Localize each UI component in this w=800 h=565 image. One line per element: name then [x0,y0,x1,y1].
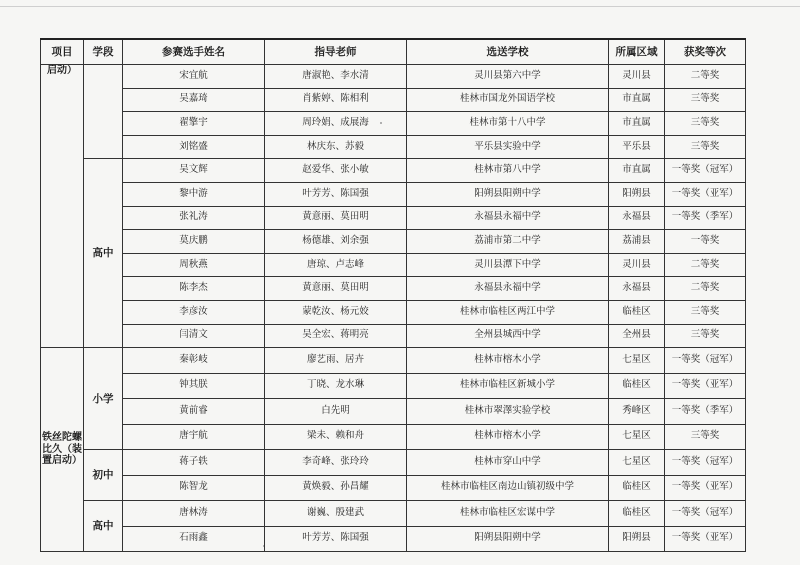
area-name: 临桂区 [609,373,665,399]
table-row [41,65,746,89]
contestant-name: 张礼涛 [123,206,265,230]
header-project: 项目 [41,39,84,65]
award-level: 一等奖（冠军） [665,348,746,374]
teacher-name: 肖紫婷、陈相利 [265,88,407,112]
school-name: 桂林市穿山中学 [407,450,609,476]
school-name: 桂林市榕木小学 [407,424,609,450]
area-name: 七星区 [609,348,665,374]
teacher-name: 周玲娟、成展海 [265,112,407,136]
school-name: 全州县城西中学 [407,324,609,348]
school-name: 永福县永福中学 [407,206,609,230]
table-row [41,348,746,374]
school-name: 阳朔县阳朔中学 [407,182,609,206]
award-level: 一等奖（亚军） [665,475,746,501]
stage-cell: 高中 [84,159,123,348]
contestant-name: 黄前睿 [123,399,265,425]
stage-cell: 小学 [84,348,123,450]
scan-edge-line [0,6,800,7]
header-area: 所属区域 [609,39,665,65]
contestant-name: 陈智龙 [123,475,265,501]
area-name: 阳朔县 [609,182,665,206]
award-level: 三等奖 [665,300,746,324]
teacher-name: 赵爱华、张小敏 [265,159,407,183]
area-name: 永福县 [609,277,665,301]
award-level: 一等奖（季军） [665,399,746,425]
teacher-name: 黄意丽、莫田明 [265,206,407,230]
area-name: 永福县 [609,206,665,230]
project-cell: 启动） [41,65,84,348]
table-row [41,424,746,450]
award-level: 一等奖（亚军） [665,182,746,206]
table-row [41,373,746,399]
award-level: 二等奖 [665,253,746,277]
contestant-name: 周秋燕 [123,253,265,277]
teacher-name: 林庆东、苏毅 [265,135,407,159]
contestant-name: 唐宇航 [123,424,265,450]
award-level: 三等奖 [665,135,746,159]
teacher-name: 吴全宏、蒋明亮 [265,324,407,348]
table-row [41,501,746,527]
school-name: 荔浦市第二中学 [407,230,609,254]
contestant-name: 石雨鑫 [123,526,265,552]
school-name: 灵川县潭下中学 [407,253,609,277]
teacher-name: 李奇峰、张玲玲 [265,450,407,476]
school-name: 桂林市临桂区南边山镇初级中学 [407,475,609,501]
school-name: 阳朔县阳朔中学 [407,526,609,552]
contestant-name: 陈李杰 [123,277,265,301]
area-name: 七星区 [609,450,665,476]
header-school: 选送学校 [407,39,609,65]
contestant-name: 李彦汝 [123,300,265,324]
contestant-name: 唐林涛 [123,501,265,527]
teacher-name: 廖艺雨、居卉 [265,348,407,374]
school-name: 桂林市翠澤实验学校 [407,399,609,425]
table-header-row [41,39,746,65]
stage-cell: 初中 [84,450,123,501]
table-row [41,475,746,501]
school-name: 永福县永福中学 [407,277,609,301]
award-level: 一等奖（亚军） [665,526,746,552]
contestant-name: 蒋子轶 [123,450,265,476]
teacher-name: 丁晓、龙水琳 [265,373,407,399]
teacher-name: 黄意丽、莫田明 [265,277,407,301]
contestant-name: 吴文辉 [123,159,265,183]
area-name: 平乐县 [609,135,665,159]
contestant-name: 翟擎宇 [123,112,265,136]
teacher-name: 唐琼、卢志峰 [265,253,407,277]
table-row [41,399,746,425]
school-name: 桂林市临桂区宏谋中学 [407,501,609,527]
award-level: 一等奖（季军） [665,206,746,230]
area-name: 秀峰区 [609,399,665,425]
table-row [41,277,746,301]
school-name: 桂林市临桂区两江中学 [407,300,609,324]
table-row [41,206,746,230]
area-name: 市直属 [609,159,665,183]
table-row [41,230,746,254]
contestant-name: 宋宜航 [123,65,265,89]
area-name: 全州县 [609,324,665,348]
school-name: 桂林市第八中学 [407,159,609,183]
table-row [41,526,746,552]
award-level: 一等奖（冠军） [665,159,746,183]
area-name: 阳朔县 [609,526,665,552]
header-teacher: 指导老师 [265,39,407,65]
table-row [41,182,746,206]
award-level: 三等奖 [665,88,746,112]
award-level: 一等奖（冠军） [665,501,746,527]
stage-cell [84,65,123,159]
contestant-name: 秦彰岐 [123,348,265,374]
area-name: 市直属 [609,88,665,112]
table-row [41,159,746,183]
area-name: 临桂区 [609,475,665,501]
award-level: 一等奖（亚军） [665,373,746,399]
school-name: 桂林市第十八中学 [407,112,609,136]
award-level: 三等奖 [665,112,746,136]
table-row [41,450,746,476]
school-name: 桂林市国龙外国语学校 [407,88,609,112]
award-table [40,38,746,552]
contestant-name: 钟其朕 [123,373,265,399]
award-level: 二等奖 [665,277,746,301]
award-level: 三等奖 [665,324,746,348]
area-name: 临桂区 [609,300,665,324]
teacher-name: 黄焕毅、孙昌耀 [265,475,407,501]
contestant-name: 刘铭盛 [123,135,265,159]
teacher-name: 唐淑艳、李水清 [265,65,407,89]
contestant-name: 吴嘉琦 [123,88,265,112]
area-name: 临桂区 [609,501,665,527]
school-name: 桂林市临桂区新城小学 [407,373,609,399]
teacher-name: 蒙乾汝、杨元姣 [265,300,407,324]
area-name: 灵川县 [609,253,665,277]
table-row [41,253,746,277]
table-row [41,300,746,324]
table-row [41,112,746,136]
project-cell: 铁丝陀螺比久（装置启动） [41,348,84,552]
header-stage: 学段 [84,39,123,65]
teacher-name: 梁未、赖和舟 [265,424,407,450]
school-name: 灵川县第六中学 [407,65,609,89]
award-level: 三等奖 [665,424,746,450]
contestant-name: 闫清文 [123,324,265,348]
header-contestant: 参赛选手姓名 [123,39,265,65]
teacher-name: 叶芳芳、陈国强 [265,526,407,552]
area-name: 灵川县 [609,65,665,89]
stage-cell: 高中 [84,501,123,552]
school-name: 平乐县实验中学 [407,135,609,159]
table-row [41,324,746,348]
school-name: 桂林市榕木小学 [407,348,609,374]
teacher-name: 杨德雄、刘余强 [265,230,407,254]
teacher-name: 叶芳芳、陈国强 [265,182,407,206]
area-name: 荔浦县 [609,230,665,254]
area-name: 七星区 [609,424,665,450]
header-award: 获奖等次 [665,39,746,65]
table-row [41,135,746,159]
area-name: 市直属 [609,112,665,136]
teacher-name: 谢巍、殷建武 [265,501,407,527]
award-level: 一等奖（冠军） [665,450,746,476]
contestant-name: 莫庆鹏 [123,230,265,254]
table-body [41,65,746,552]
award-level: 一等奖 [665,230,746,254]
contestant-name: 黎中游 [123,182,265,206]
table-row [41,88,746,112]
award-level: 二等奖 [665,65,746,89]
teacher-name: 白先明 [265,399,407,425]
